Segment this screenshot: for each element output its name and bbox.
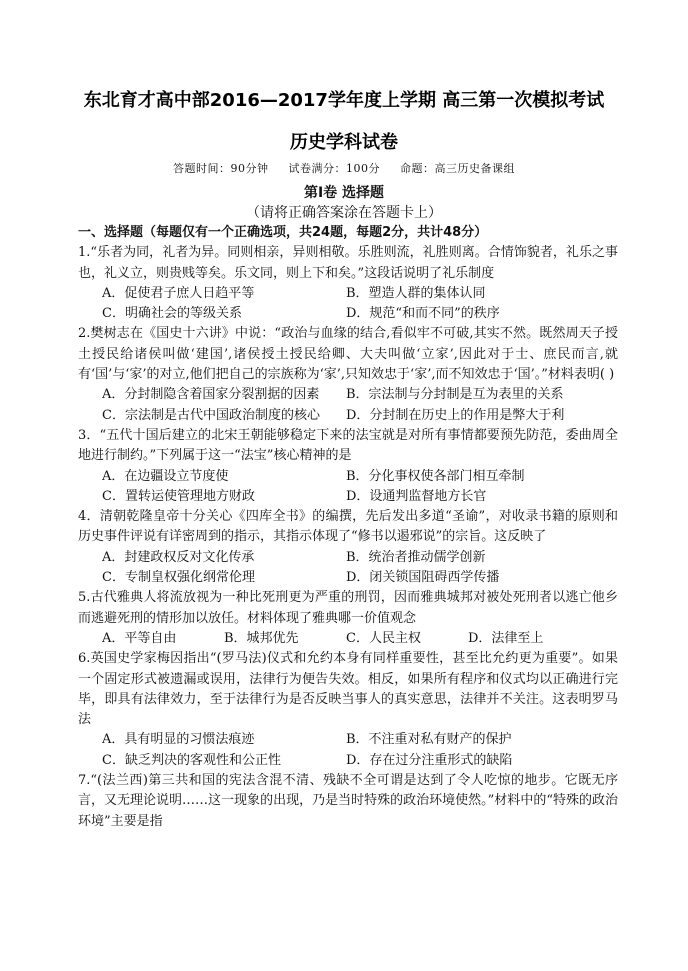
section-title: 第Ⅰ卷 选择题 (303, 185, 385, 201)
section-note: （请将正确答案涂在答题卡上） (246, 205, 442, 221)
exam-title: 东北育才高中部2016—2017学年度上学期 高三第一次模拟考试 (83, 90, 605, 111)
option: A．在边疆设立节度使 (102, 468, 229, 484)
option: C．宗法制是古代中国政治制度的核心 (102, 407, 320, 423)
option: A．封建政权反对文化传承 (102, 549, 255, 565)
option-list (78, 629, 618, 649)
option: B．城邦优先 (224, 630, 299, 646)
option: D．闭关锁国阻碍西学传播 (346, 570, 500, 586)
question-stem: 7.“(法兰西)第三共和国的宪法含混不清、残缺不全可谓是达到了令人吃惊的地步。它既无序言，又无理论说明……这一现象的出现，乃是当时特殊的政治环境使然。”材料中的“特殊的政治环境”主要是指 (78, 773, 618, 829)
option: D．法律至上 (468, 630, 544, 646)
option: D．规范“和而不同”的秩序 (346, 306, 500, 322)
option: D．存在过分注重形式的缺陷 (346, 752, 513, 768)
option: A．平等自由 (102, 630, 177, 646)
option-list (78, 385, 618, 426)
option-list (78, 284, 618, 325)
option: C．专制皇权强化纲常伦理 (102, 570, 255, 586)
option: D．分封制在历史上的作用是弊大于利 (346, 407, 565, 423)
option: C．缺乏判决的客观性和公正性 (102, 752, 281, 768)
part-heading: 一、选择题（每题仅有一个正确选项，共24题，每题2分，共计48分） (78, 225, 488, 240)
meta-author: 命题：高三历史备课组 (400, 162, 515, 175)
question-stem: 6.英国史学家梅因指出“(罗马法)仪式和允约本身有同样重要性，甚至比允约更为重要”。如果一个固定形式被遗漏或误用，法律行为便告失效。相反，如果所有程序和仪式均以正确进行完毕，即具有法律效力，至于法律行为是否反映当事人的真实意思，法律并不关注。这表明罗马法 (78, 651, 618, 728)
option: C．人民主权 (346, 630, 421, 646)
option: B．统治者推动儒学创新 (346, 549, 486, 565)
option: A．促使君子庶人日趋平等 (102, 285, 255, 301)
question-body (78, 223, 618, 832)
exam-meta (0, 160, 688, 176)
option-list (78, 730, 618, 771)
question-stem: 1.“乐者为同，礼者为异。同则相亲，异则相敬。乐胜则流，礼胜则离。合情饰貌者，礼乐之事也，礼义立，则贵贱等矣。乐文同，则上下和矣。”这段话说明了礼乐制度 (78, 245, 618, 281)
meta-time: 答题时间：90分钟 (173, 162, 269, 175)
meta-score: 试卷满分：100分 (288, 162, 380, 175)
exam-subtitle: 历史学科试卷 (290, 132, 398, 153)
option-list (78, 467, 618, 508)
option: D．设通判监督地方长官 (346, 488, 487, 504)
option: B．分化事权使各部门相互牵制 (346, 468, 525, 484)
question-stem: 2.樊树志在《国史十六讲》中说：“政治与血缘的结合,看似牢不可破,其实不然。既然周天子授土授民给诸侯叫做‘建国’,诸侯授土授民给卿、大夫叫做‘立家’,因此对于士、庶民而言,就有‘国’与‘家’的对立,他们把自己的宗族称为‘家’,只知效忠于‘家’,而不知效忠于‘国’。”材料表明( ) (78, 326, 618, 383)
question-stem: 4．清朝乾隆皇帝十分关心《四库全书》的编撰，先后发出多道“圣谕”，对收录书籍的原则和历史事件评说有详密周到的指示，其指示体现了“修书以遏邪说”的宗旨。这反映了 (78, 509, 618, 545)
option: B．宗法制与分封制是互为表里的关系 (346, 387, 564, 403)
option: A．分封制隐含着国家分裂割据的因素 (102, 387, 320, 403)
question-stem: 5.古代雅典人将流放视为一种比死刑更为严重的刑罚，因而雅典城邦对被处死刑者以逃亡他乡而逃避死刑的情形加以放任。材料体现了雅典哪一价值观念 (78, 590, 618, 626)
option: C．置转运使管理地方财政 (102, 488, 255, 504)
option: B．塑造人群的集体认同 (346, 285, 486, 301)
question-stem: 3．“五代十国后建立的北宋王朝能够稳定下来的法宝就是对所有事情都要预先防范，委曲周全地进行制约。”下列属于这一“法宝”核心精神的是 (78, 427, 618, 464)
option-list (78, 548, 618, 589)
option: B．不注重对私有财产的保护 (346, 732, 512, 748)
option: A．具有明显的习惯法痕迹 (102, 732, 255, 748)
option: C．明确社会的等级关系 (102, 306, 242, 322)
